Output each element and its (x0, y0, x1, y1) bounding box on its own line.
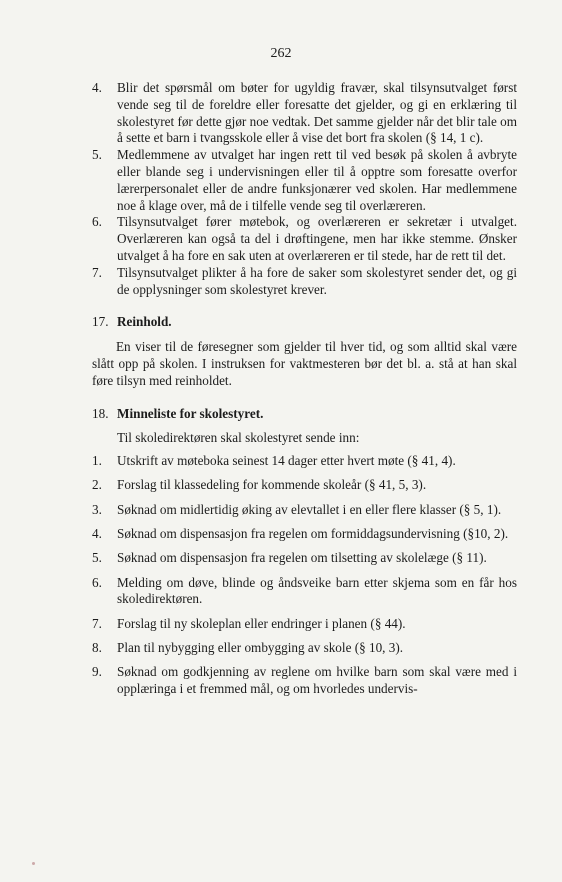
list-item-number: 9. (92, 664, 102, 680)
section-number: 17. (92, 314, 109, 330)
list-item (92, 477, 517, 494)
section-title: Reinhold. (117, 314, 172, 330)
list-item-number: 3. (92, 501, 102, 517)
list-item-number: 6. (92, 214, 102, 230)
list-item-text: Søknad om godkjenning av reglene om hvilke barn som skal være med i opplæringa i et fremmed mål, og om hvorledes undervis- (117, 664, 517, 697)
list-item (92, 664, 517, 698)
list-item (92, 453, 517, 470)
list-item-text: Søknad om dispensasjon fra regelen om formiddagsundervisning (§10, 2). (117, 526, 509, 542)
list-item (92, 80, 517, 147)
section-title: Minneliste for skolestyret. (117, 405, 264, 421)
section-18-list (92, 453, 517, 698)
list-item-number: 4. (92, 526, 102, 542)
section-18-intro: Til skoledirektøren skal skolestyret sende inn: (117, 430, 360, 446)
list-item (92, 575, 517, 609)
list-item (92, 214, 517, 264)
list-item-number: 4. (92, 80, 102, 95)
section-17-heading (92, 314, 517, 331)
page-content (92, 80, 517, 705)
list-item-text: Søknad om dispensasjon fra regelen om tilsetting av skolelæge (§ 11). (117, 550, 487, 566)
page-number: 262 (270, 46, 292, 61)
list-item-number: 5. (92, 147, 102, 163)
list-item-number: 7. (92, 615, 102, 631)
list-item-number: 2. (92, 477, 102, 493)
list-item-text: Plan til nybygging eller ombygging av skole (§ 10, 3). (117, 640, 404, 656)
list-item-text: Blir det spørsmål om bøter for ugyldig fravær, skal tilsynsutvalget først vende seg til de foreldre eller foresatte det gjelder, og gi en erklæring til skolestyret før dette gjør noe vedtak. Det samme gjelder når det blir tale om å sette et barn i tvangsskole eller å vise det bort fra skolen (§ 14, 1 c). (117, 80, 517, 146)
section-number: 18. (92, 405, 109, 421)
list-item-number: 1. (92, 453, 102, 469)
list-item (92, 147, 517, 214)
list-item-number: 5. (92, 550, 102, 566)
list-item-text: Medlemmene av utvalget har ingen rett til ved besøk på skolen å avbryte eller blande seg i undervisningen eller til å opptre som foresatte overfor lærerpersonalet eller de andre funksjonærer ved skolen. Har medlemmene noe å klage over, må de i tilfelle vende seg til overlæreren. (117, 147, 517, 213)
list-item (92, 526, 517, 543)
list-item (92, 502, 517, 519)
list-item-text: Søknad om midlertidig øking av elevtallet i en eller flere klasser (§ 5, 1). (117, 501, 502, 517)
list-item-text: Forslag til klassedeling for kommende skoleår (§ 41, 5, 3). (117, 477, 427, 493)
list-item-text: Utskrift av møteboka seinest 14 dager etter hvert møte (§ 41, 4). (117, 453, 456, 469)
list-item-number: 8. (92, 640, 102, 656)
section-17-paragraph: En viser til de føresegner som gjelder til hver tid, og som alltid skal være slått opp på skolen. I instruksen for vaktmesteren bør det bl. a. stå at han skal føre tilsyn med reinholdet. (92, 339, 517, 388)
list-item-text: Tilsynsutvalget fører møtebok, og overlæreren er sekretær i utvalget. Overlæreren kan også ta del i drøftingene, men har ikke stemme. Ønsker utvalget å ha fore en sak uten at overlæreren er til stede, har de rett til det. (117, 214, 517, 263)
list-item (92, 265, 517, 299)
list-item-text: Tilsynsutvalget plikter å ha fore de saker som skolestyret sender det, og gi de opplysninger som skolestyret krever. (117, 264, 517, 297)
list-item (92, 616, 517, 633)
list-item-number: 6. (92, 574, 102, 590)
paper-speck (32, 862, 35, 865)
list-item-text: Melding om døve, blinde og åndsveike barn etter skjema som en får hos skoledirektøren. (117, 574, 517, 607)
section-18-heading (92, 406, 517, 423)
section-16-list (92, 80, 517, 298)
list-item (92, 640, 517, 657)
list-item-text: Forslag til ny skoleplan eller endringer i planen (§ 44). (117, 615, 406, 631)
list-item-number: 7. (92, 264, 102, 280)
list-item (92, 550, 517, 567)
